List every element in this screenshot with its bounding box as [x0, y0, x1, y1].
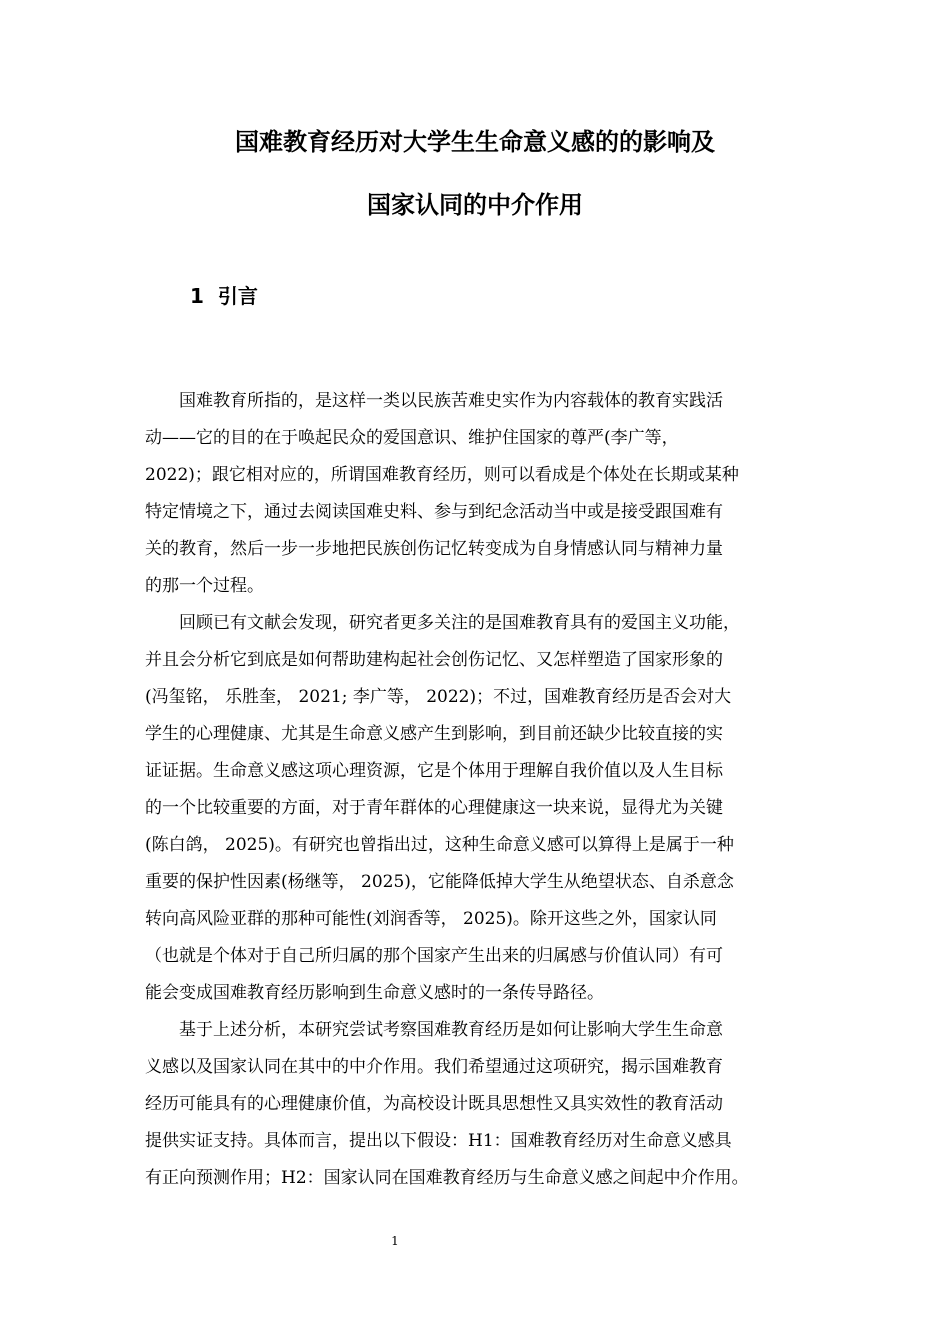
paragraph-line: 提供实证支持。具体而言，提出以下假设：H1：国难教育经历对生命意义感具 [145, 1131, 732, 1151]
paragraph-line: 经历可能具有的心理健康价值，为高校设计既具思想性又具实效性的教育活动 [145, 1094, 723, 1114]
paragraph-3 [145, 1012, 809, 1197]
paragraph-line: 2022)；跟它相对应的，所谓国难教育经历，则可以看成是个体处在长期或某种 [145, 465, 739, 485]
page-number: 1 [391, 1234, 399, 1248]
paragraph-line: 并且会分析它到底是如何帮助建构起社会创伤记忆、又怎样塑造了国家形象的 [145, 650, 723, 670]
document-title-line-2: 国家认同的中介作用 [367, 191, 583, 219]
document-title-line-1: 国难教育经历对大学生生命意义感的的影响及 [235, 128, 715, 156]
paragraph-line: 义感以及国家认同在其中的中介作用。我们希望通过这项研究，揭示国难教育 [145, 1057, 723, 1077]
paragraph-line: (冯玺铭， 乐胜奎， 2021; 李广等， 2022)；不过，国难教育经历是否会对大 [145, 687, 732, 707]
paragraph-line: 转向高风险亚群的那种可能性(刘润香等， 2025)。除开这些之外，国家认同 [145, 909, 717, 929]
paragraph-1 [145, 383, 809, 605]
paragraph-line: 特定情境之下，通过去阅读国难史料、参与到纪念活动当中或是接受跟国难有 [145, 502, 723, 522]
paragraph-line: 国难教育所指的，是这样一类以民族苦难史实作为内容载体的教育实践活 [145, 391, 723, 411]
section-heading: 1 引言 [190, 284, 258, 308]
paragraph-line: 重要的保护性因素(杨继等， 2025)，它能降低掉大学生从绝望状态、自杀意念 [145, 872, 734, 892]
paragraph-line: 有正向预测作用；H2：国家认同在国难教育经历与生命意义感之间起中介作用。 [145, 1168, 749, 1188]
paragraph-line: 基于上述分析，本研究尝试考察国难教育经历是如何让影响大学生生命意 [145, 1020, 723, 1040]
paragraph-line: 的那一个过程。 [145, 576, 264, 596]
paragraph-line: 关的教育，然后一步一步地把民族创伤记忆转变成为自身情感认同与精神力量 [145, 539, 723, 559]
paragraph-2 [145, 605, 809, 1012]
paragraph-line: 学生的心理健康、尤其是生命意义感产生到影响，到目前还缺少比较直接的实 [145, 724, 723, 744]
paragraph-line: （也就是个体对于自己所归属的那个国家产生出来的归属感与价值认同）有可 [145, 946, 723, 966]
paragraph-line: 能会变成国难教育经历影响到生命意义感时的一条传导路径。 [145, 983, 604, 1003]
paragraph-line: 证证据。生命意义感这项心理资源，它是个体用于理解自我价值以及人生目标 [145, 761, 723, 781]
paragraph-line: 动——它的目的在于唤起民众的爱国意识、维护住国家的尊严(李广等， [145, 428, 679, 448]
paragraph-line: 的一个比较重要的方面，对于青年群体的心理健康这一块来说，显得尤为关键 [145, 798, 723, 818]
paragraph-line: (陈白鸽， 2025)。有研究也曾指出过，这种生命意义感可以算得上是属于一种 [145, 835, 734, 855]
paragraph-line: 回顾已有文献会发现，研究者更多关注的是国难教育具有的爱国主义功能， [145, 613, 740, 633]
